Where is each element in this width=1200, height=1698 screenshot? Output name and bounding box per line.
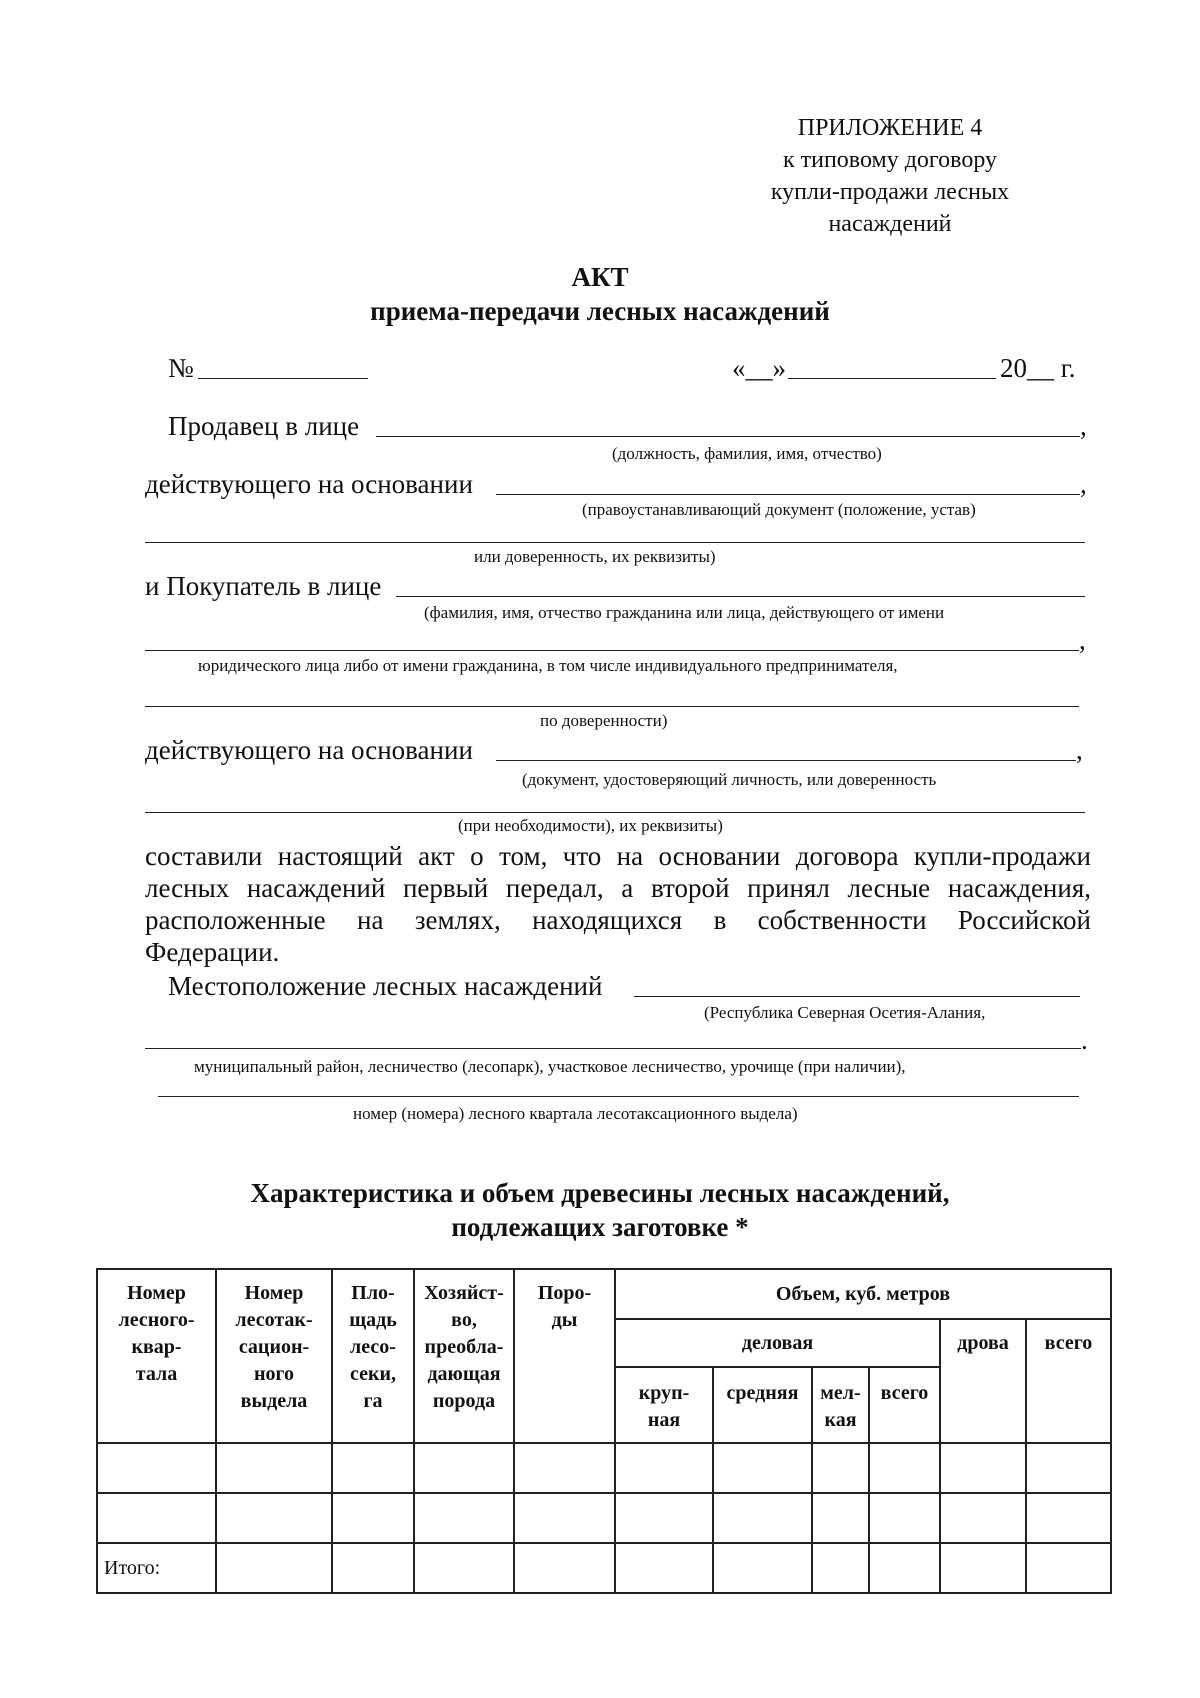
table-cell[interactable]: [940, 1493, 1026, 1543]
section-title-2: подлежащих заготовке *: [451, 1212, 749, 1242]
comma: ,: [1080, 469, 1087, 499]
appendix-line-2: к типовому договору: [782, 147, 998, 173]
section-title-1: Характеристика и объем древесины лесных насаждений,: [250, 1178, 950, 1208]
header-farm-species: Хозяйст- во, преобла- дающая порода: [414, 1269, 514, 1443]
table-cell[interactable]: [514, 1543, 615, 1593]
period: .: [1081, 1025, 1088, 1055]
seller-basis-hint-2: или доверенность, их реквизиты): [474, 547, 716, 566]
table-cell[interactable]: [1026, 1543, 1111, 1593]
body-paragraph: [145, 840, 1091, 968]
table-cell[interactable]: [1026, 1443, 1111, 1493]
seller-label: Продавец в лице: [168, 411, 360, 441]
table-cell[interactable]: [812, 1443, 869, 1493]
header-firewood: дрова: [940, 1319, 1026, 1443]
appendix-line-4: насаждений: [828, 211, 952, 237]
table-cell[interactable]: [332, 1543, 414, 1593]
table-cell[interactable]: [97, 1493, 216, 1543]
header-area: Пло- щадь лесо- секи, га: [332, 1269, 414, 1443]
header-small: мел- кая: [812, 1367, 869, 1443]
buyer-field-2[interactable]: [145, 650, 1079, 651]
table-cell[interactable]: [713, 1443, 812, 1493]
document-title: АКТ: [571, 262, 629, 292]
table-cell[interactable]: [615, 1493, 713, 1543]
total-row-label: Итого:: [97, 1543, 216, 1593]
buyer-basis-hint-2: (при необходимости), их реквизиты): [458, 816, 723, 835]
table-cell[interactable]: [940, 1443, 1026, 1493]
buyer-basis-label: действующего на основании: [145, 735, 473, 765]
header-plot: Номер лесотак- сацион- ного выдела: [216, 1269, 332, 1443]
buyer-label: и Покупатель в лице: [145, 571, 382, 601]
header-large: круп- ная: [615, 1367, 713, 1443]
location-label: Местоположение лесных насаждений: [168, 971, 603, 1001]
total-row: [97, 1543, 1111, 1593]
table-cell[interactable]: [869, 1543, 940, 1593]
seller-basis-label: действующего на основании: [145, 469, 473, 499]
body-row-1: составили настоящий акт о том, что на основании договора купли-продажи: [145, 841, 1091, 871]
location-hint-3: номер (номера) лесного квартала лесотаксационного выдела): [353, 1104, 798, 1123]
number-field[interactable]: [198, 378, 368, 379]
date-month-field[interactable]: [788, 378, 996, 379]
table-cell[interactable]: [414, 1493, 514, 1543]
header-business-total: всего: [869, 1367, 940, 1443]
location-hint-2: муниципальный район, лесничество (лесопарк), участковое лесничество, урочище (при наличии),: [194, 1057, 906, 1076]
header-medium: средняя: [713, 1367, 812, 1443]
buyer-basis-field-2[interactable]: [145, 812, 1085, 813]
table-cell[interactable]: [812, 1493, 869, 1543]
table-cell[interactable]: [216, 1543, 332, 1593]
comma: ,: [1080, 411, 1087, 441]
table-row: [97, 1443, 1111, 1493]
table-row: [97, 1493, 1111, 1543]
table-cell[interactable]: [332, 1443, 414, 1493]
volume-table: [96, 1268, 1112, 1594]
body-row-2: лесных насаждений первый передал, а второй принял лесные насаждения,: [145, 873, 1091, 903]
buyer-field[interactable]: [396, 596, 1085, 597]
buyer-hint-2: юридического лица либо от имени гражданина, в том числе индивидуального предпринимателя,: [198, 656, 898, 675]
table-cell[interactable]: [414, 1443, 514, 1493]
location-field-3[interactable]: [158, 1096, 1079, 1097]
table-cell[interactable]: [332, 1493, 414, 1543]
buyer-hint-3: по доверенности): [540, 711, 668, 730]
table-cell[interactable]: [514, 1443, 615, 1493]
table-cell[interactable]: [615, 1443, 713, 1493]
table-cell[interactable]: [713, 1493, 812, 1543]
seller-hint: (должность, фамилия, имя, отчество): [612, 444, 882, 463]
appendix-line-3: купли-продажи лесных: [770, 179, 1010, 205]
location-hint-1: (Республика Северная Осетия-Алания,: [704, 1003, 986, 1022]
body-row-3: расположенные на землях, находящихся в собственности Российской: [145, 905, 1091, 935]
table-cell[interactable]: [1026, 1493, 1111, 1543]
header-business: деловая: [615, 1319, 940, 1367]
table-cell[interactable]: [869, 1443, 940, 1493]
table-cell[interactable]: [216, 1493, 332, 1543]
document-subtitle: приема-передачи лесных насаждений: [370, 296, 830, 326]
seller-basis-field-2[interactable]: [145, 542, 1085, 543]
header-species: Поро- ды: [514, 1269, 615, 1443]
date-year-field[interactable]: 20__ г.: [1000, 353, 1076, 383]
buyer-basis-hint-1: (документ, удостоверяющий личность, или доверенность: [522, 770, 937, 789]
buyer-hint-1: (фамилия, имя, отчество гражданина или лица, действующего от имени: [424, 603, 945, 622]
comma: ,: [1079, 625, 1086, 655]
table-cell[interactable]: [615, 1543, 713, 1593]
table-cell[interactable]: [713, 1543, 812, 1593]
table-cell[interactable]: [869, 1493, 940, 1543]
seller-field[interactable]: [376, 436, 1080, 437]
table-cell[interactable]: [97, 1443, 216, 1493]
table-cell[interactable]: [216, 1443, 332, 1493]
table-cell[interactable]: [514, 1493, 615, 1543]
location-field-2[interactable]: [145, 1048, 1081, 1049]
table-cell[interactable]: [940, 1543, 1026, 1593]
seller-basis-field[interactable]: [496, 494, 1080, 495]
buyer-field-3[interactable]: [145, 706, 1079, 707]
number-label: №: [168, 353, 194, 383]
date-day-field[interactable]: «__»: [732, 353, 786, 383]
header-quarter: Номер лесного- квар- тала: [97, 1269, 216, 1443]
header-volume: Объем, куб. метров: [615, 1269, 1111, 1319]
comma: ,: [1076, 735, 1083, 765]
buyer-basis-field[interactable]: [496, 760, 1076, 761]
seller-basis-hint-1: (правоустанавливающий документ (положение, устав): [582, 500, 976, 519]
header-total: всего: [1026, 1319, 1111, 1443]
location-field[interactable]: [634, 996, 1080, 997]
appendix-block: [740, 112, 1040, 240]
appendix-line-1: ПРИЛОЖЕНИЕ 4: [797, 115, 983, 141]
body-row-4: Федерации.: [145, 937, 280, 967]
table-cell[interactable]: [414, 1543, 514, 1593]
table-cell[interactable]: [812, 1543, 869, 1593]
